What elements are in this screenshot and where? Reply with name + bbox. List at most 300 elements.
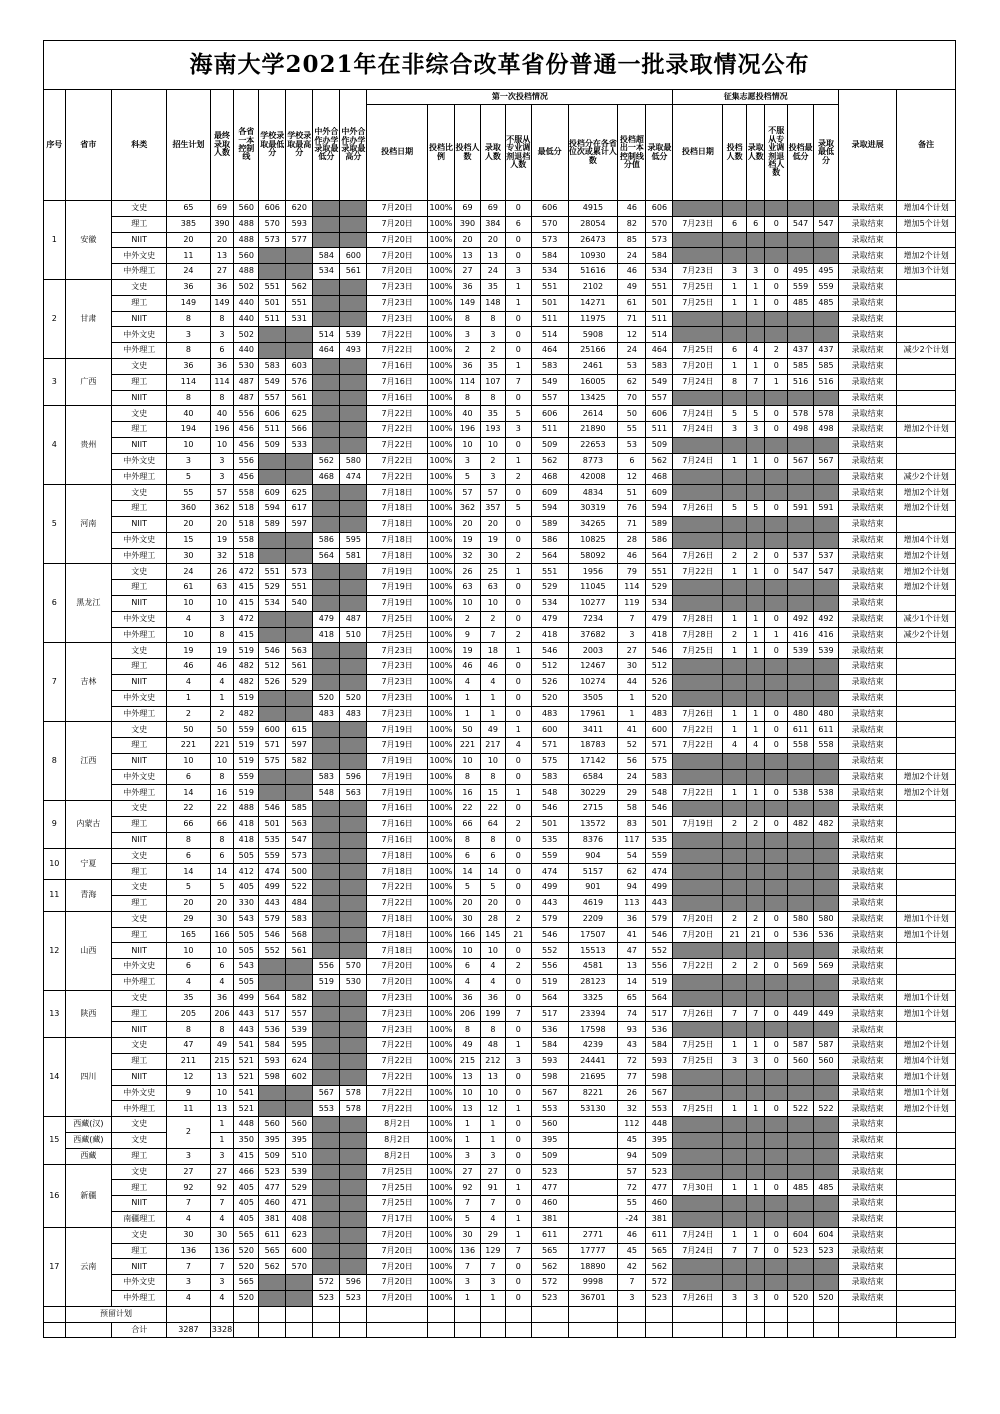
school-max-cell: [286, 975, 313, 991]
first-rank-cell: 11045: [568, 580, 618, 596]
first-admit-low-cell: 552: [646, 943, 673, 959]
first-over-cell: 7: [618, 1275, 646, 1291]
first-over-cell: 12: [618, 327, 646, 343]
final-cell: 6: [210, 959, 234, 975]
first-low-cell: 600: [531, 722, 568, 738]
school-min-cell: [259, 1101, 286, 1117]
first-refuse-cell: 7: [505, 1006, 531, 1022]
progress-cell: 录取结束: [838, 469, 896, 485]
final-cell: 362: [210, 501, 234, 517]
final-cell: 36: [210, 990, 234, 1006]
second-admit-cell: 3: [747, 1054, 765, 1070]
first-ratio-cell: 100%: [427, 248, 454, 264]
second-refuse-cell: 0: [765, 564, 788, 580]
control-cell: 565: [234, 1275, 259, 1291]
final-cell: 57: [210, 485, 234, 501]
second-count-cell: 2: [723, 911, 747, 927]
second-admit-low-cell: 485: [814, 295, 839, 311]
empty-cell: [234, 1322, 259, 1338]
coop-min-cell: 483: [313, 706, 340, 722]
first-date-cell: 7月20日: [367, 1290, 428, 1306]
category-cell: 文史: [112, 1133, 167, 1149]
second-admit-low-cell: [814, 832, 839, 848]
progress-cell: 录取结束: [838, 611, 896, 627]
coop-max-cell: [340, 1022, 367, 1038]
first-ratio-cell: 100%: [427, 1180, 454, 1196]
plan-cell: 3: [167, 453, 210, 469]
second-refuse-cell: [765, 1259, 788, 1275]
plan-cell: 55: [167, 485, 210, 501]
first-date-cell: 7月17日: [367, 1212, 428, 1228]
second-admit-low-cell: 536: [814, 927, 839, 943]
remark-cell: [897, 1227, 956, 1243]
coop-max-cell: 595: [340, 532, 367, 548]
control-cell: 543: [234, 959, 259, 975]
province-cell: 内蒙古: [65, 801, 112, 848]
plan-cell: 3: [167, 1148, 210, 1164]
school-min-cell: 584: [259, 1038, 286, 1054]
second-admit-cell: [747, 1117, 765, 1133]
progress-cell: 录取结束: [838, 1054, 896, 1070]
second-admit-cell: 3: [747, 422, 765, 438]
control-cell: 505: [234, 927, 259, 943]
first-ratio-cell: 100%: [427, 311, 454, 327]
first-date-cell: 7月18日: [367, 911, 428, 927]
province-cell: 西藏(藏): [65, 1133, 112, 1149]
second-refuse-cell: [765, 832, 788, 848]
second-low-cell: [788, 327, 814, 343]
first-over-cell: 46: [618, 264, 646, 280]
coop-max-cell: [340, 1180, 367, 1196]
second-date-cell: 7月25日: [673, 295, 723, 311]
first-rank-cell: 9998: [568, 1275, 618, 1291]
table-row: [44, 880, 956, 896]
second-admit-cell: [747, 975, 765, 991]
second-low-cell: [788, 311, 814, 327]
coop-max-cell: 578: [340, 1085, 367, 1101]
coop-min-cell: 418: [313, 627, 340, 643]
empty-cell: [313, 1306, 340, 1322]
progress-cell: 录取结束: [838, 516, 896, 532]
first-ratio-cell: 100%: [427, 769, 454, 785]
first-refuse-cell: 3: [505, 422, 531, 438]
category-cell: 中外理工: [112, 264, 167, 280]
coop-min-cell: [313, 990, 340, 1006]
first-over-cell: 62: [618, 864, 646, 880]
first-admit-cell: 2: [480, 453, 505, 469]
first-count-cell: 50: [454, 722, 480, 738]
first-low-cell: 557: [531, 390, 568, 406]
plan-cell: 4: [167, 1212, 210, 1228]
empty-cell: [367, 1306, 428, 1322]
second-admit-cell: [747, 769, 765, 785]
second-admit-low-cell: [814, 1022, 839, 1038]
second-refuse-cell: [765, 469, 788, 485]
second-admit-low-cell: 580: [814, 911, 839, 927]
school-max-cell: [286, 532, 313, 548]
first-admit-cell: 4: [480, 959, 505, 975]
second-low-cell: [788, 232, 814, 248]
first-ratio-cell: 100%: [427, 706, 454, 722]
coop-max-cell: [340, 848, 367, 864]
first-count-cell: 2: [454, 611, 480, 627]
empty-cell: [286, 1322, 313, 1338]
first-date-cell: 7月18日: [367, 943, 428, 959]
first-ratio-cell: 100%: [427, 1148, 454, 1164]
empty-cell: [838, 1322, 896, 1338]
remark-cell: [897, 437, 956, 453]
second-admit-low-cell: [814, 201, 839, 217]
progress-cell: 录取结束: [838, 485, 896, 501]
first-ratio-cell: 100%: [427, 437, 454, 453]
first-count-cell: 22: [454, 801, 480, 817]
school-min-cell: 611: [259, 1227, 286, 1243]
second-refuse-cell: [765, 674, 788, 690]
first-date-cell: 7月18日: [367, 485, 428, 501]
coop-min-cell: [313, 390, 340, 406]
second-count-cell: 6: [723, 216, 747, 232]
school-min-cell: [259, 469, 286, 485]
second-count-cell: [723, 327, 747, 343]
second-count-cell: [723, 674, 747, 690]
progress-cell: 录取结束: [838, 1164, 896, 1180]
table-row: [44, 706, 956, 722]
first-date-cell: 7月25日: [367, 1180, 428, 1196]
first-over-cell: 26: [618, 1085, 646, 1101]
final-cell: 2: [210, 706, 234, 722]
school-min-cell: 609: [259, 485, 286, 501]
category-cell: 文史: [112, 801, 167, 817]
first-over-cell: 1: [618, 706, 646, 722]
second-low-cell: [788, 485, 814, 501]
second-low-cell: 492: [788, 611, 814, 627]
table-row: [44, 201, 956, 217]
first-low-cell: 474: [531, 864, 568, 880]
first-over-cell: 72: [618, 1054, 646, 1070]
first-admit-cell: 27: [480, 1164, 505, 1180]
coop-max-cell: [340, 1212, 367, 1228]
first-count-cell: 14: [454, 864, 480, 880]
second-refuse-cell: [765, 580, 788, 596]
final-cell: 390: [210, 216, 234, 232]
first-ratio-cell: 100%: [427, 485, 454, 501]
second-admit-low-cell: 569: [814, 959, 839, 975]
second-count-cell: [723, 248, 747, 264]
final-cell: 10: [210, 753, 234, 769]
first-date-cell: 7月16日: [367, 801, 428, 817]
first-low-cell: 534: [531, 595, 568, 611]
second-low-cell: [788, 848, 814, 864]
first-rank-cell: 1956: [568, 564, 618, 580]
plan-cell: 66: [167, 817, 210, 833]
school-min-cell: 535: [259, 832, 286, 848]
first-refuse-cell: 2: [505, 627, 531, 643]
second-admit-cell: 1: [747, 611, 765, 627]
coop-min-cell: [313, 295, 340, 311]
first-admit-low-cell: 593: [646, 1054, 673, 1070]
second-refuse-cell: 0: [765, 216, 788, 232]
coop-min-cell: [313, 753, 340, 769]
coop-min-cell: 553: [313, 1101, 340, 1117]
first-ratio-cell: 100%: [427, 927, 454, 943]
first-refuse-cell: 0: [505, 706, 531, 722]
category-cell: 中外理工: [112, 627, 167, 643]
first-rank-cell: 16005: [568, 374, 618, 390]
second-admit-cell: [747, 1196, 765, 1212]
remark-cell: [897, 406, 956, 422]
plan-cell: 24: [167, 264, 210, 280]
school-min-cell: 551: [259, 279, 286, 295]
remark-cell: 增加1个计划: [897, 990, 956, 1006]
second-admit-cell: 1: [747, 358, 765, 374]
admission-table: [43, 40, 956, 1338]
seq-cell: 17: [44, 1227, 66, 1306]
first-rank-cell: 22653: [568, 437, 618, 453]
second-date-cell: 7月26日: [673, 548, 723, 564]
control-cell: 412: [234, 864, 259, 880]
final-cell: 206: [210, 1006, 234, 1022]
empty-cell: [765, 1306, 788, 1322]
table-row: [44, 848, 956, 864]
first-ratio-cell: 100%: [427, 390, 454, 406]
remark-cell: 增加1个计划: [897, 1069, 956, 1085]
first-rank-cell: 4834: [568, 485, 618, 501]
second-count-cell: [723, 1148, 747, 1164]
second-admit-low-cell: [814, 864, 839, 880]
empty-cell: [723, 1322, 747, 1338]
first-count-cell: 69: [454, 201, 480, 217]
category-cell: 中外文史: [112, 1085, 167, 1101]
second-admit-cell: 5: [747, 406, 765, 422]
second-count-cell: [723, 201, 747, 217]
empty-cell: [454, 1322, 480, 1338]
remark-cell: [897, 1180, 956, 1196]
final-cell: 20: [210, 516, 234, 532]
category-cell: 理工: [112, 738, 167, 754]
coop-max-cell: [340, 311, 367, 327]
first-low-cell: 570: [531, 216, 568, 232]
coop-max-cell: 596: [340, 1275, 367, 1291]
second-date-cell: 7月25日: [673, 1054, 723, 1070]
first-date-cell: 7月23日: [367, 1022, 428, 1038]
empty-cell: [788, 1306, 814, 1322]
category-cell: NIIT: [112, 311, 167, 327]
second-low-cell: [788, 248, 814, 264]
second-admit-low-cell: 578: [814, 406, 839, 422]
first-admit-low-cell: 443: [646, 896, 673, 912]
first-date-cell: 8月2日: [367, 1148, 428, 1164]
control-cell: 499: [234, 990, 259, 1006]
page-title: 海南大学2021年在非综合改革省份普通一批录取情况公布: [44, 41, 956, 90]
first-date-cell: 7月18日: [367, 864, 428, 880]
category-cell: 理工: [112, 817, 167, 833]
second-count-cell: [723, 469, 747, 485]
remark-cell: [897, 690, 956, 706]
first-over-cell: 55: [618, 1196, 646, 1212]
first-admit-cell: 8: [480, 832, 505, 848]
plan-cell: 221: [167, 738, 210, 754]
coop-max-cell: 600: [340, 248, 367, 264]
first-over-cell: 119: [618, 595, 646, 611]
final-cell: 27: [210, 1164, 234, 1180]
second-count-cell: [723, 943, 747, 959]
table-row: [44, 627, 956, 643]
first-ratio-cell: 100%: [427, 896, 454, 912]
first-admit-low-cell: 567: [646, 1085, 673, 1101]
school-max-cell: 561: [286, 659, 313, 675]
category-cell: NIIT: [112, 753, 167, 769]
final-cell: 36: [210, 279, 234, 295]
first-count-cell: 3: [454, 453, 480, 469]
second-refuse-cell: [765, 1148, 788, 1164]
coop-min-cell: [313, 595, 340, 611]
plan-cell: 1: [167, 690, 210, 706]
school-max-cell: 529: [286, 674, 313, 690]
coop-max-cell: [340, 832, 367, 848]
first-count-cell: 5: [454, 469, 480, 485]
school-min-cell: 552: [259, 943, 286, 959]
control-cell: 488: [234, 801, 259, 817]
first-over-cell: 41: [618, 927, 646, 943]
remark-cell: [897, 595, 956, 611]
school-min-cell: [259, 327, 286, 343]
first-over-cell: 30: [618, 659, 646, 675]
control-cell: 415: [234, 595, 259, 611]
second-date-cell: 7月20日: [673, 358, 723, 374]
first-ratio-cell: 100%: [427, 990, 454, 1006]
second-admit-low-cell: [814, 659, 839, 675]
second-count-cell: [723, 832, 747, 848]
first-date-cell: 7月22日: [367, 880, 428, 896]
first-over-cell: -24: [618, 1212, 646, 1228]
coop-max-cell: [340, 564, 367, 580]
second-admit-low-cell: 547: [814, 216, 839, 232]
category-cell: 文史: [112, 564, 167, 580]
first-date-cell: 7月18日: [367, 848, 428, 864]
second-low-cell: 522: [788, 1101, 814, 1117]
second-low-cell: [788, 1212, 814, 1228]
coop-max-cell: [340, 201, 367, 217]
first-admit-low-cell: 519: [646, 975, 673, 991]
header-coop-min: 中外合作办学录取最低分: [313, 90, 340, 201]
school-max-cell: 615: [286, 722, 313, 738]
first-rank-cell: 4915: [568, 201, 618, 217]
second-date-cell: [673, 1117, 723, 1133]
control-cell: 418: [234, 832, 259, 848]
second-admit-low-cell: [814, 1259, 839, 1275]
first-over-cell: 82: [618, 216, 646, 232]
plan-cell: 211: [167, 1054, 210, 1070]
school-max-cell: 551: [286, 580, 313, 596]
category-cell: 文史: [112, 722, 167, 738]
coop-max-cell: [340, 753, 367, 769]
header-first-admit-low: 录取最低分: [646, 105, 673, 201]
second-admit-cell: [747, 753, 765, 769]
second-refuse-cell: 0: [765, 611, 788, 627]
coop-min-cell: 523: [313, 1290, 340, 1306]
first-low-cell: 606: [531, 201, 568, 217]
first-date-cell: 7月20日: [367, 975, 428, 991]
first-date-cell: 7月19日: [367, 738, 428, 754]
first-date-cell: 7月16日: [367, 832, 428, 848]
category-cell: 文史: [112, 643, 167, 659]
first-admit-cell: 199: [480, 1006, 505, 1022]
first-rank-cell: 36701: [568, 1290, 618, 1306]
first-count-cell: 32: [454, 548, 480, 564]
first-admit-low-cell: 468: [646, 469, 673, 485]
second-low-cell: 523: [788, 1243, 814, 1259]
progress-cell: 录取结束: [838, 1101, 896, 1117]
first-over-cell: 93: [618, 1022, 646, 1038]
first-admit-cell: 19: [480, 532, 505, 548]
first-ratio-cell: 100%: [427, 201, 454, 217]
first-date-cell: 7月23日: [367, 1006, 428, 1022]
first-date-cell: 7月23日: [367, 659, 428, 675]
school-max-cell: 562: [286, 279, 313, 295]
province-cell: 河南: [65, 485, 112, 564]
first-over-cell: 114: [618, 580, 646, 596]
first-low-cell: 483: [531, 706, 568, 722]
second-admit-cell: 4: [747, 738, 765, 754]
second-admit-low-cell: 567: [814, 453, 839, 469]
second-low-cell: 585: [788, 358, 814, 374]
final-cell: 166: [210, 927, 234, 943]
coop-max-cell: [340, 1243, 367, 1259]
remark-cell: [897, 390, 956, 406]
second-refuse-cell: 0: [765, 264, 788, 280]
first-refuse-cell: 0: [505, 1275, 531, 1291]
plan-cell: 6: [167, 769, 210, 785]
first-count-cell: 26: [454, 564, 480, 580]
first-over-cell: 94: [618, 1148, 646, 1164]
second-admit-low-cell: 538: [814, 785, 839, 801]
progress-cell: 录取结束: [838, 390, 896, 406]
school-max-cell: [286, 248, 313, 264]
total-row: [44, 1322, 956, 1338]
first-rank-cell: 15513: [568, 943, 618, 959]
first-ratio-cell: 100%: [427, 1101, 454, 1117]
first-ratio-cell: 100%: [427, 1054, 454, 1070]
province-cell: 西藏(汉): [65, 1117, 112, 1133]
first-admit-cell: 36: [480, 990, 505, 1006]
second-refuse-cell: 0: [765, 453, 788, 469]
first-admit-low-cell: 584: [646, 248, 673, 264]
first-admit-cell: 35: [480, 279, 505, 295]
final-cell: 69: [210, 201, 234, 217]
second-date-cell: [673, 1022, 723, 1038]
second-count-cell: [723, 1133, 747, 1149]
school-min-cell: 546: [259, 927, 286, 943]
remark-cell: [897, 706, 956, 722]
second-low-cell: 547: [788, 564, 814, 580]
second-admit-cell: [747, 1085, 765, 1101]
plan-cell: 149: [167, 295, 210, 311]
empty-cell: [747, 1306, 765, 1322]
final-cell: 7: [210, 1259, 234, 1275]
remark-cell: [897, 516, 956, 532]
table-row: [44, 1022, 956, 1038]
first-refuse-cell: 1: [505, 722, 531, 738]
coop-min-cell: 584: [313, 248, 340, 264]
table-row: [44, 580, 956, 596]
second-low-cell: 416: [788, 627, 814, 643]
empty-cell: [340, 1322, 367, 1338]
second-refuse-cell: 0: [765, 1290, 788, 1306]
category-cell: NIIT: [112, 516, 167, 532]
second-low-cell: [788, 1164, 814, 1180]
final-cell: 3: [210, 1148, 234, 1164]
second-low-cell: [788, 1069, 814, 1085]
